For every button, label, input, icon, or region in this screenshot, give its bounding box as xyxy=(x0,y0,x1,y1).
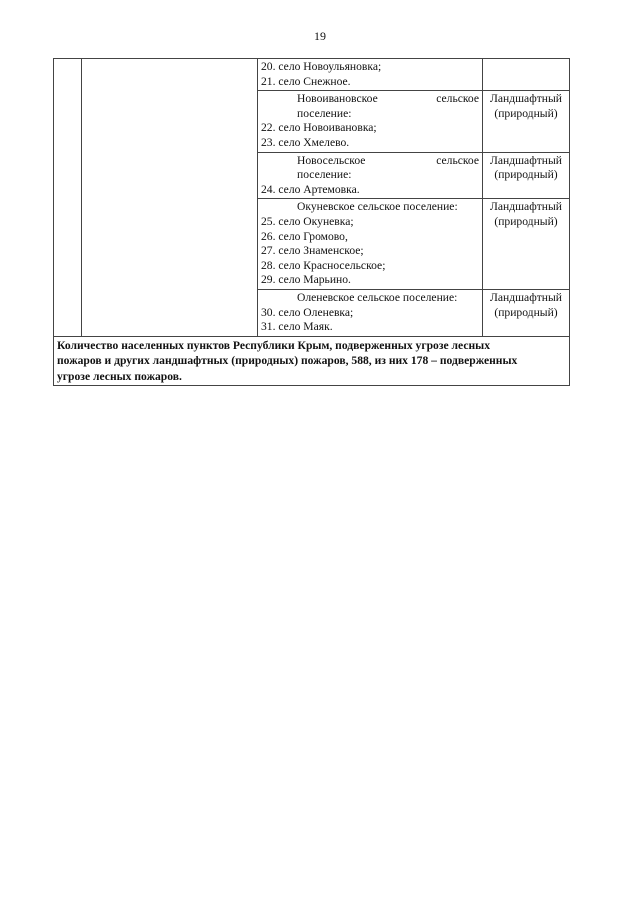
settlement-name-cont: поселение: xyxy=(297,168,352,182)
district-column-cell xyxy=(82,59,258,337)
village-line: 30. село Оленевка; xyxy=(261,305,354,319)
village-line: 24. село Артемовка. xyxy=(261,182,360,196)
fire-type-cell: Ландшафтный (природный) xyxy=(483,199,570,290)
village-line: 22. село Новоивановка; xyxy=(261,121,377,135)
settlement-name: Новоивановское сельское xyxy=(297,92,479,106)
page-number: 19 xyxy=(314,29,326,43)
fire-type-cell xyxy=(483,59,570,91)
settlement-cell xyxy=(258,199,483,290)
village-line: 25. село Окуневка; xyxy=(261,214,354,228)
village-line: 31. село Маяк. xyxy=(261,320,333,334)
summary-line: пожаров и других ландшафтных (природных) пожаров, 588, из них 178 – подверженных xyxy=(57,354,518,368)
village-line: 21. село Снежное. xyxy=(261,74,351,88)
fire-type-cell: Ландшафтный (природный) xyxy=(483,152,570,199)
settlement-cell xyxy=(258,91,483,152)
fire-type-cell: Ландшафтный (природный) xyxy=(483,289,570,336)
settlement-name: Оленевское сельское поселение: xyxy=(297,290,458,304)
summary-line: Количество населенных пунктов Республики Крым, подверженных угрозе лесных xyxy=(57,338,490,352)
village-line: 28. село Красносельское; xyxy=(261,258,386,272)
settlement-name-cont: поселение: xyxy=(297,106,352,120)
settlement-name: Новосельское сельское xyxy=(297,153,479,167)
village-line: 26. село Громово, xyxy=(261,229,348,243)
summary-line: угрозе лесных пожаров. xyxy=(57,369,182,383)
table-row xyxy=(54,59,570,91)
settlement-name: Окуневское сельское поселение: xyxy=(297,200,458,214)
summary-cell xyxy=(54,336,570,385)
fire-type-cell: Ландшафтный (природный) xyxy=(483,91,570,152)
settlement-cell xyxy=(258,152,483,199)
summary-row xyxy=(54,336,570,385)
settlement-cell xyxy=(258,289,483,336)
settlement-cell xyxy=(258,59,483,91)
village-line: 27. село Знаменское; xyxy=(261,244,364,258)
number-column-cell xyxy=(54,59,82,337)
village-line: 29. село Марьино. xyxy=(261,273,351,287)
village-line: 23. село Хмелево. xyxy=(261,135,350,149)
settlements-table xyxy=(53,58,570,386)
village-line: 20. село Новоульяновка; xyxy=(261,60,382,73)
